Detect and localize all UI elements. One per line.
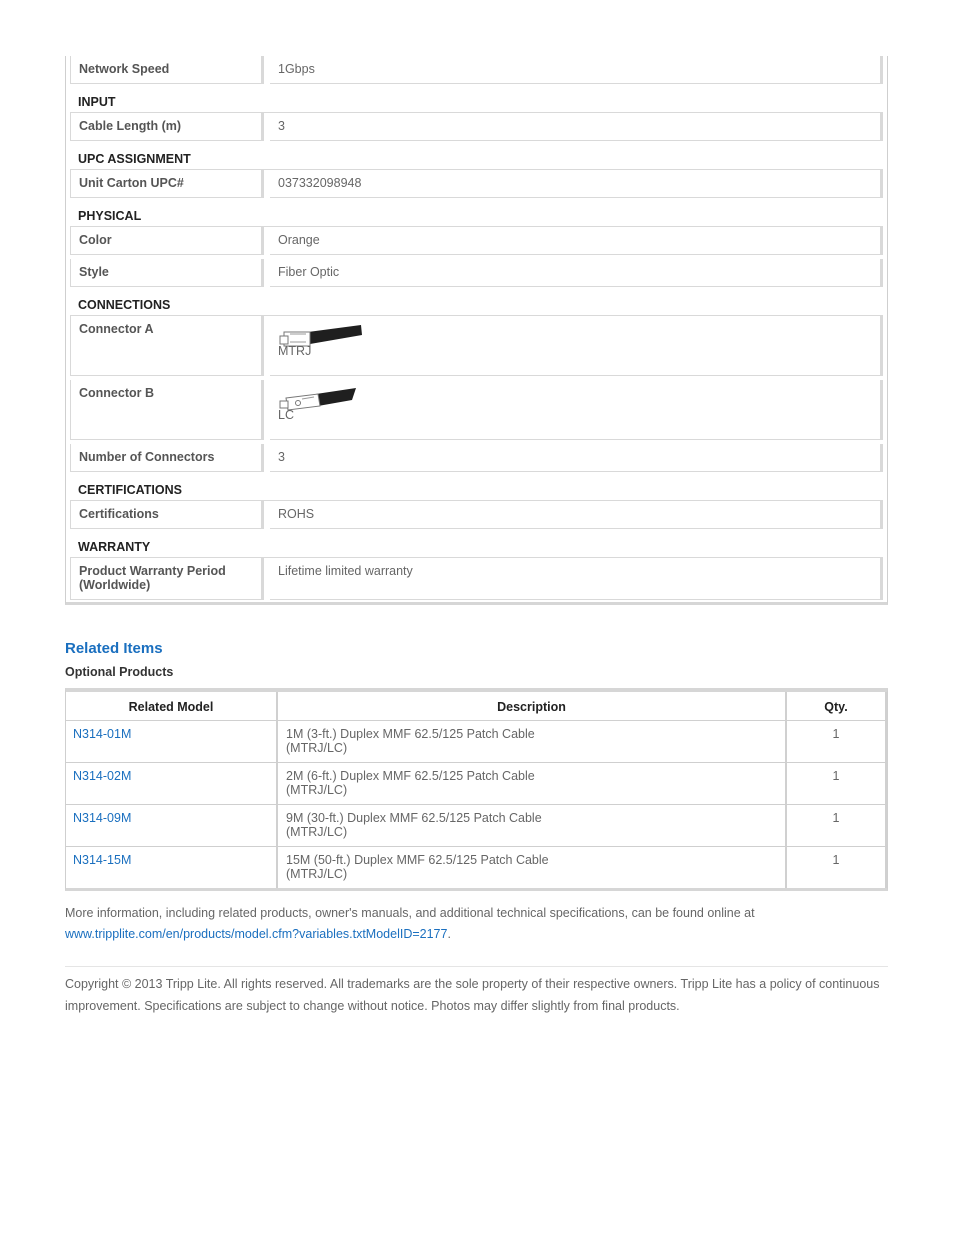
section-header-connections bbox=[70, 287, 883, 316]
column-header-description: Description bbox=[278, 692, 787, 720]
spec-value: 3 bbox=[270, 113, 883, 141]
column-header-model: Related Model bbox=[66, 692, 278, 720]
section-title: WARRANTY bbox=[78, 540, 151, 554]
description-cell bbox=[278, 721, 787, 762]
spec-row-number-of-connectors bbox=[70, 444, 883, 472]
link-suffix: . bbox=[447, 927, 451, 941]
section-title: CERTIFICATIONS bbox=[78, 483, 182, 497]
qty-cell: 1 bbox=[787, 721, 887, 762]
spec-row-upc bbox=[70, 170, 883, 198]
description-line: 9M (30-ft.) Duplex MMF 62.5/125 Patch Cable bbox=[286, 811, 542, 825]
spec-row-style bbox=[70, 259, 883, 287]
model-link[interactable]: N314-09M bbox=[66, 805, 278, 846]
description-cell bbox=[278, 763, 787, 804]
model-link[interactable]: N314-01M bbox=[66, 721, 278, 762]
table-header bbox=[66, 692, 887, 721]
optional-products-label: Optional Products bbox=[65, 665, 174, 679]
model-link[interactable]: N314-02M bbox=[66, 763, 278, 804]
description-line: (MTRJ/LC) bbox=[286, 825, 348, 839]
table-row bbox=[66, 763, 887, 805]
warranty-label-line2: (Worldwide) bbox=[79, 578, 151, 592]
section-header-warranty bbox=[70, 529, 883, 558]
product-page-link[interactable]: www.tripplite.com/en/products/model.cfm?variables.txtModelID=2177 bbox=[65, 927, 448, 941]
specifications-table bbox=[65, 56, 888, 605]
related-items-title: Related Items bbox=[65, 640, 163, 657]
description-line: (MTRJ/LC) bbox=[286, 783, 348, 797]
table-row bbox=[66, 721, 887, 763]
spec-row-cable-length bbox=[70, 113, 883, 141]
spec-value: 1Gbps bbox=[270, 56, 883, 84]
spec-value: 3 bbox=[270, 444, 883, 472]
spec-label: Network Speed bbox=[70, 56, 264, 84]
section-title: INPUT bbox=[78, 95, 116, 109]
spec-row-connector-a bbox=[70, 316, 883, 376]
description-cell bbox=[278, 847, 787, 888]
qty-cell: 1 bbox=[787, 805, 887, 846]
connector-a-name: MTRJ bbox=[278, 344, 312, 358]
related-products-table bbox=[65, 688, 888, 891]
description-line: (MTRJ/LC) bbox=[286, 741, 348, 755]
spec-label: Connector B bbox=[70, 380, 264, 440]
table-row bbox=[66, 847, 887, 888]
divider bbox=[65, 966, 888, 967]
section-title: PHYSICAL bbox=[78, 209, 142, 223]
spec-row-network-speed bbox=[70, 56, 883, 84]
description-line: 1M (3-ft.) Duplex MMF 62.5/125 Patch Cable bbox=[286, 727, 535, 741]
spec-row-warranty bbox=[70, 558, 883, 600]
spec-label: Color bbox=[70, 227, 264, 255]
spec-row-certifications bbox=[70, 501, 883, 529]
description-line: (MTRJ/LC) bbox=[286, 867, 348, 881]
spec-label bbox=[70, 558, 264, 600]
spec-value bbox=[270, 380, 883, 440]
spec-value: Lifetime limited warranty bbox=[270, 558, 883, 600]
section-header-certifications bbox=[70, 472, 883, 501]
spec-value: 037332098948 bbox=[270, 170, 883, 198]
spec-label: Number of Connectors bbox=[70, 444, 264, 472]
connector-b-name: LC bbox=[278, 408, 294, 422]
section-title: UPC ASSIGNMENT bbox=[78, 152, 191, 166]
model-link[interactable]: N314-15M bbox=[66, 847, 278, 888]
spec-row-color bbox=[70, 227, 883, 255]
section-title: CONNECTIONS bbox=[78, 298, 171, 312]
spec-label: Style bbox=[70, 259, 264, 287]
description-line: 2M (6-ft.) Duplex MMF 62.5/125 Patch Cable bbox=[286, 769, 535, 783]
spec-label: Certifications bbox=[70, 501, 264, 529]
spec-label: Cable Length (m) bbox=[70, 113, 264, 141]
description-cell bbox=[278, 805, 787, 846]
spec-label: Connector A bbox=[70, 316, 264, 376]
more-information-text bbox=[65, 903, 888, 945]
more-info-sentence: More information, including related products, owner's manuals, and additional technical specifications, can be found online at bbox=[65, 906, 755, 920]
description-line: 15M (50-ft.) Duplex MMF 62.5/125 Patch Cable bbox=[286, 853, 549, 867]
warranty-label-line1: Product Warranty Period bbox=[79, 564, 226, 578]
spec-value: ROHS bbox=[270, 501, 883, 529]
spec-value: Fiber Optic bbox=[270, 259, 883, 287]
column-header-qty: Qty. bbox=[787, 692, 887, 720]
qty-cell: 1 bbox=[787, 847, 887, 888]
copyright-notice: Copyright © 2013 Tripp Lite. All rights reserved. All trademarks are the sole property of their respective owners. Tripp Lite has a policy of continuous improvement. Specifications are subject to change without notice. Photos may differ slightly from final products. bbox=[65, 977, 880, 1013]
spec-value bbox=[270, 316, 883, 376]
spec-value: Orange bbox=[270, 227, 883, 255]
table-row bbox=[66, 805, 887, 847]
section-header-input bbox=[70, 84, 883, 113]
spec-row-connector-b bbox=[70, 380, 883, 440]
spec-label: Unit Carton UPC# bbox=[70, 170, 264, 198]
section-header-physical bbox=[70, 198, 883, 227]
section-header-upc bbox=[70, 141, 883, 170]
qty-cell: 1 bbox=[787, 763, 887, 804]
